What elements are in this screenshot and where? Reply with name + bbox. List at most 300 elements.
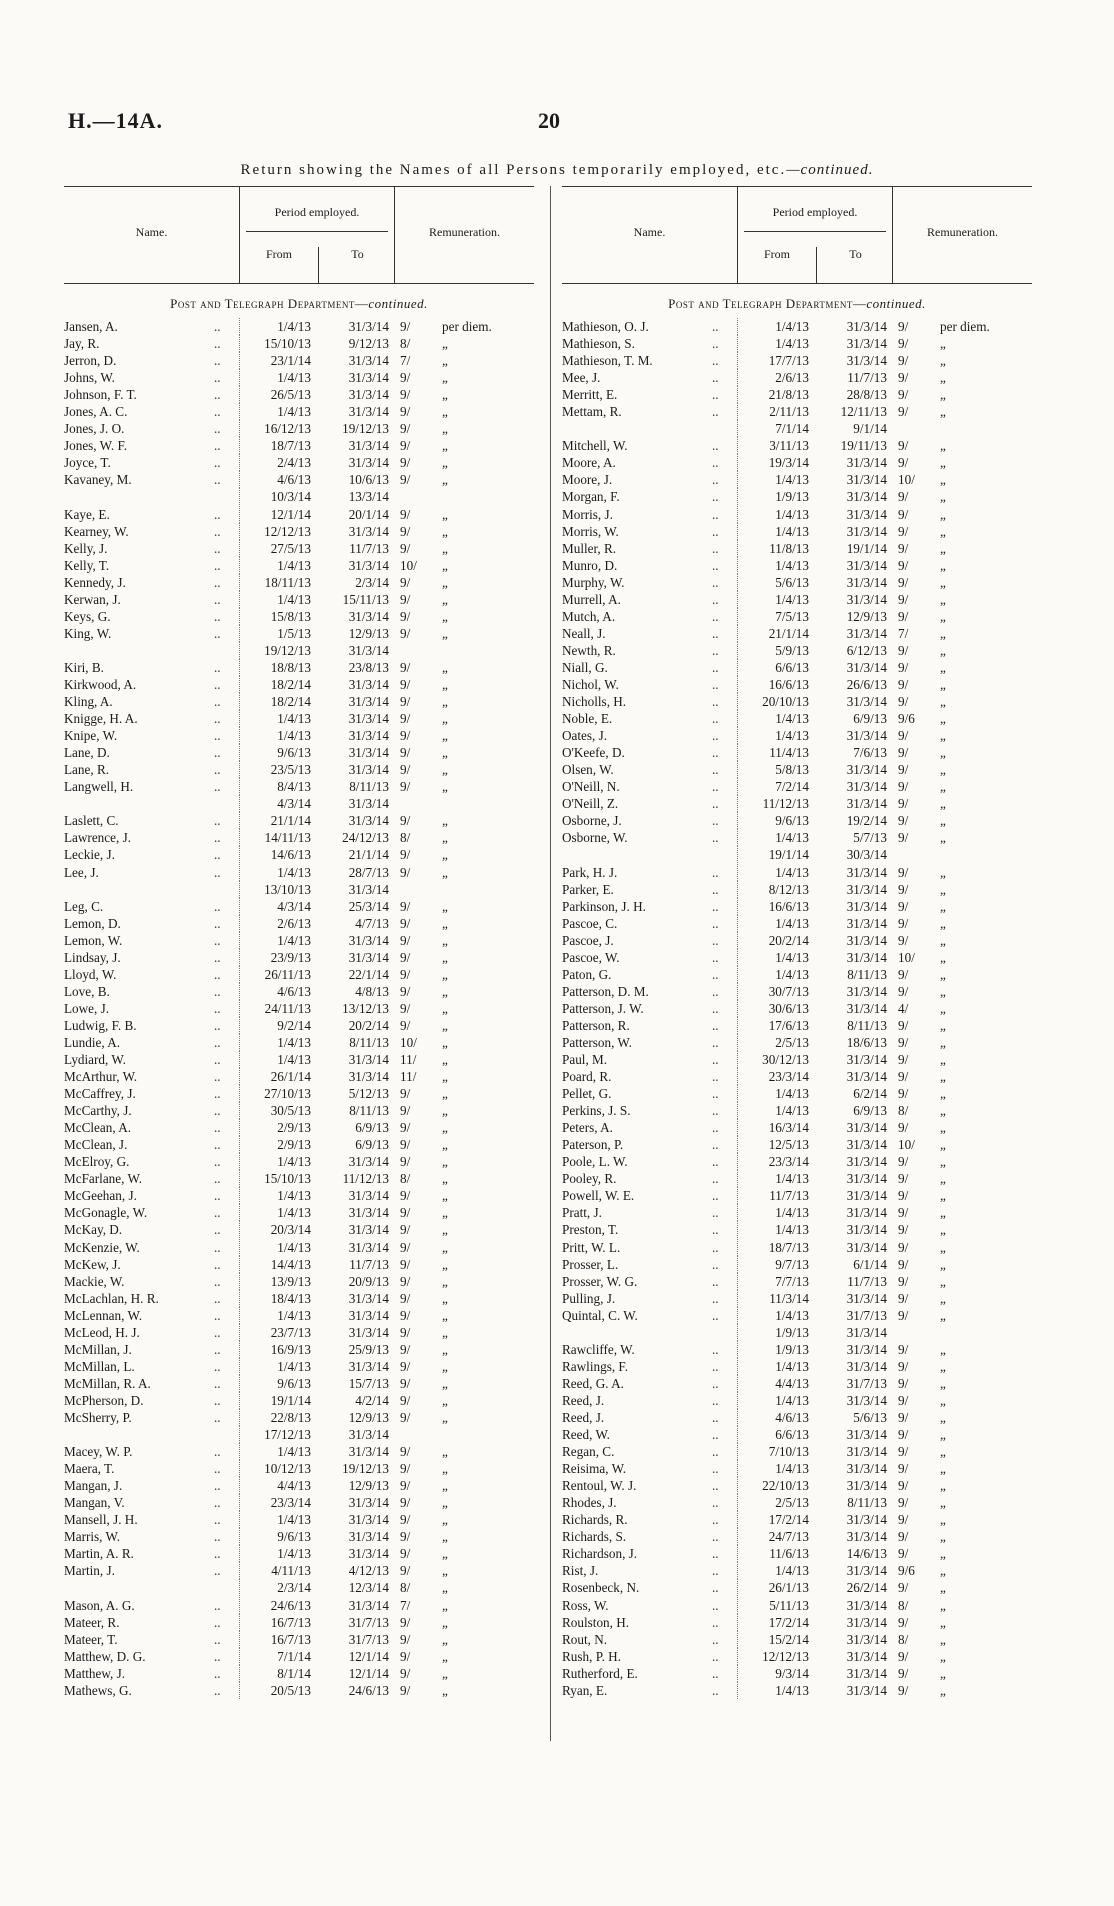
table-row bbox=[562, 1017, 1032, 1034]
cell-rate: 9/ bbox=[400, 1307, 411, 1323]
table-row bbox=[64, 369, 534, 386]
cell-name: Pascoe, J. bbox=[562, 932, 614, 948]
cell-to: 31/3/14 bbox=[846, 1069, 887, 1085]
cell-to: 28/8/13 bbox=[846, 387, 887, 403]
table-row bbox=[64, 403, 534, 420]
cell-rate: 9/ bbox=[400, 779, 411, 795]
cell-name: Moore, A. bbox=[562, 455, 616, 471]
table-row bbox=[562, 1153, 1032, 1170]
cell-rate: 9/ bbox=[898, 676, 909, 692]
table-row bbox=[64, 1000, 534, 1017]
cell-from: 18/2/14 bbox=[239, 676, 315, 693]
header-period-label: Period employed. bbox=[274, 205, 360, 219]
cell-name: Mathews, G. bbox=[64, 1682, 132, 1698]
cell-from: 30/6/13 bbox=[737, 1000, 813, 1017]
cell-from: 1/4/13 bbox=[239, 1153, 315, 1170]
cell-rate: 10/ bbox=[400, 1034, 417, 1050]
table-header bbox=[64, 186, 534, 284]
cell-to: 18/6/13 bbox=[846, 1034, 887, 1050]
cell-name: Rout, N. bbox=[562, 1631, 608, 1647]
cell-from: 1/4/13 bbox=[239, 1545, 315, 1562]
cell-to: 2/3/14 bbox=[355, 574, 389, 590]
cell-from: 7/5/13 bbox=[737, 608, 813, 625]
leader-dots: .. bbox=[712, 915, 719, 931]
leader-dots: .. bbox=[214, 1307, 221, 1323]
table-row bbox=[562, 829, 1032, 846]
cell-from: 11/6/13 bbox=[737, 1545, 813, 1562]
cell-name: O'Keefe, D. bbox=[562, 745, 625, 761]
cell-name: Johnson, F. T. bbox=[64, 387, 137, 403]
cell-rate: 9/6 bbox=[898, 1563, 915, 1579]
cell-from: 6/6/13 bbox=[737, 1426, 813, 1443]
cell-to: 31/3/14 bbox=[846, 1461, 887, 1477]
cell-from: 12/5/13 bbox=[737, 1136, 813, 1153]
table-row bbox=[64, 915, 534, 932]
cell-unit: „ bbox=[940, 1086, 946, 1102]
cell-from: 5/6/13 bbox=[737, 574, 813, 591]
cell-unit: „ bbox=[940, 745, 946, 761]
cell-name: Pascoe, W. bbox=[562, 949, 620, 965]
cell-name: McSherry, P. bbox=[64, 1410, 132, 1425]
cell-from: 2/6/13 bbox=[737, 369, 813, 386]
cell-unit: „ bbox=[442, 387, 448, 403]
table-row bbox=[64, 1631, 534, 1648]
cell-rate: 9/ bbox=[400, 864, 411, 880]
cell-to: 31/3/14 bbox=[846, 1154, 887, 1170]
cell-from: 23/1/14 bbox=[239, 352, 315, 369]
table-row bbox=[562, 864, 1032, 881]
cell-unit: „ bbox=[940, 1137, 946, 1153]
leader-dots: .. bbox=[214, 915, 221, 931]
table-row bbox=[64, 1494, 534, 1511]
cell-rate: 9/ bbox=[400, 932, 411, 948]
cell-to: 31/3/14 bbox=[348, 949, 389, 965]
cell-rate: 10/ bbox=[898, 1137, 915, 1153]
cell-to: 31/3/14 bbox=[348, 1307, 389, 1323]
leader-dots: .. bbox=[712, 898, 719, 914]
table-row bbox=[64, 1221, 534, 1238]
cell-to: 8/11/13 bbox=[349, 779, 389, 795]
cell-unit: „ bbox=[940, 830, 946, 846]
cell-unit: „ bbox=[442, 898, 448, 914]
cell-from: 4/6/13 bbox=[239, 471, 315, 488]
cell-to: 19/1/14 bbox=[846, 540, 887, 556]
cell-rate: 9/ bbox=[898, 1512, 909, 1528]
cell-to: 31/3/14 bbox=[348, 438, 389, 454]
cell-rate: 9/ bbox=[400, 540, 411, 556]
cell-name: Parker, E. bbox=[562, 881, 614, 897]
header-to: To bbox=[816, 247, 894, 283]
cell-unit: „ bbox=[442, 779, 448, 795]
cell-to: 26/6/13 bbox=[846, 676, 887, 692]
cell-unit: „ bbox=[940, 1273, 946, 1289]
cell-name: Kiri, B. bbox=[64, 659, 104, 675]
cell-unit: „ bbox=[940, 915, 946, 931]
table-row bbox=[64, 1324, 534, 1341]
table-row bbox=[64, 1545, 534, 1562]
table-row bbox=[64, 659, 534, 676]
table-row bbox=[562, 727, 1032, 744]
cell-unit: „ bbox=[442, 1069, 448, 1085]
table-row bbox=[562, 744, 1032, 761]
cell-rate: 9/ bbox=[400, 915, 411, 931]
cell-to: 31/3/14 bbox=[846, 1392, 887, 1408]
cell-name: Keys, G. bbox=[64, 608, 111, 624]
leader-dots: .. bbox=[712, 1563, 719, 1579]
cell-name: Joyce, T. bbox=[64, 455, 111, 471]
cell-to: 31/3/14 bbox=[846, 864, 887, 880]
cell-from: 21/1/14 bbox=[239, 812, 315, 829]
cell-from: 1/9/13 bbox=[737, 1341, 813, 1358]
cell-unit: „ bbox=[442, 1256, 448, 1272]
cell-unit: „ bbox=[940, 608, 946, 624]
cell-to: 31/3/14 bbox=[348, 1188, 389, 1204]
leader-dots: .. bbox=[214, 1154, 221, 1170]
cell-name: Peters, A. bbox=[562, 1120, 613, 1136]
cell-name: Murrell, A. bbox=[562, 591, 621, 607]
table-row bbox=[562, 471, 1032, 488]
cell-to: 11/7/13 bbox=[349, 540, 389, 556]
leader-dots: .. bbox=[214, 319, 221, 334]
cell-from: 27/10/13 bbox=[239, 1085, 315, 1102]
cell-rate: 9/ bbox=[898, 1307, 909, 1323]
table-row bbox=[562, 488, 1032, 505]
cell-rate: 9/6 bbox=[898, 711, 915, 727]
table-row bbox=[64, 966, 534, 983]
cell-to: 5/7/13 bbox=[853, 830, 887, 846]
cell-unit: „ bbox=[940, 557, 946, 573]
leader-dots: .. bbox=[214, 1239, 221, 1255]
header-name: Name. bbox=[633, 225, 666, 239]
cell-to: 30/3/14 bbox=[846, 847, 887, 863]
cell-from: 1/4/13 bbox=[737, 1460, 813, 1477]
cell-rate: 8/ bbox=[898, 1103, 909, 1119]
cell-from: 16/7/13 bbox=[239, 1631, 315, 1648]
cell-to: 31/3/14 bbox=[846, 574, 887, 590]
cell-to: 31/3/14 bbox=[348, 728, 389, 744]
cell-rate: 9/ bbox=[400, 1495, 411, 1511]
leader-dots: .. bbox=[712, 745, 719, 761]
cell-name: Mee, J. bbox=[562, 370, 601, 386]
cell-name: Osborne, J. bbox=[562, 813, 622, 829]
cell-to: 31/3/14 bbox=[846, 983, 887, 999]
table-row bbox=[64, 591, 534, 608]
cell-from: 2/9/13 bbox=[239, 1136, 315, 1153]
cell-to: 31/3/14 bbox=[348, 1546, 389, 1562]
leader-dots: .. bbox=[712, 1512, 719, 1528]
cell-name: Munro, D. bbox=[562, 557, 618, 573]
cell-name: Pooley, R. bbox=[562, 1171, 617, 1187]
table-row bbox=[562, 557, 1032, 574]
cell-to: 31/3/14 bbox=[348, 1512, 389, 1528]
cell-name: Perkins, J. S. bbox=[562, 1103, 631, 1119]
cell-unit: per diem. bbox=[940, 319, 990, 334]
cell-to: 31/3/14 bbox=[846, 915, 887, 931]
cell-to: 31/3/14 bbox=[348, 404, 389, 420]
cell-rate: 9/ bbox=[400, 574, 411, 590]
cell-rate: 9/ bbox=[400, 387, 411, 403]
cell-from: 19/1/14 bbox=[239, 1392, 315, 1409]
cell-unit: „ bbox=[940, 1444, 946, 1460]
cell-from: 1/4/13 bbox=[239, 369, 315, 386]
header-to: To bbox=[318, 247, 396, 283]
cell-from: 6/6/13 bbox=[737, 659, 813, 676]
leader-dots: .. bbox=[712, 1614, 719, 1630]
cell-name: Pulling, J. bbox=[562, 1290, 616, 1306]
cell-rate: 9/ bbox=[898, 540, 909, 556]
cell-from: 1/9/13 bbox=[737, 488, 813, 505]
cell-name: McPherson, D. bbox=[64, 1392, 144, 1408]
leader-dots: .. bbox=[712, 949, 719, 965]
cell-unit: „ bbox=[442, 1154, 448, 1170]
cell-name: Preston, T. bbox=[562, 1222, 619, 1238]
table-row bbox=[562, 1273, 1032, 1290]
table-row bbox=[64, 1119, 534, 1136]
leader-dots: .. bbox=[214, 813, 221, 829]
column-divider bbox=[550, 186, 551, 1741]
cell-from: 1/4/13 bbox=[239, 591, 315, 608]
cell-unit: „ bbox=[940, 1410, 946, 1425]
cell-from: 1/4/13 bbox=[239, 403, 315, 420]
cell-name: Regan, C. bbox=[562, 1444, 615, 1460]
table-row bbox=[562, 1102, 1032, 1119]
leader-dots: .. bbox=[712, 489, 719, 505]
cell-rate: 9/ bbox=[400, 1273, 411, 1289]
cell-to: 31/3/14 bbox=[846, 1222, 887, 1238]
cell-from: 10/12/13 bbox=[239, 1460, 315, 1477]
cell-unit: „ bbox=[442, 1580, 448, 1596]
cell-name: Marris, W. bbox=[64, 1529, 121, 1545]
leader-dots: .. bbox=[712, 336, 719, 352]
cell-rate: 9/ bbox=[400, 728, 411, 744]
table-row bbox=[562, 1631, 1032, 1648]
cell-from: 23/3/14 bbox=[239, 1494, 315, 1511]
cell-name: Rutherford, E. bbox=[562, 1665, 638, 1681]
cell-unit: „ bbox=[940, 1392, 946, 1408]
leader-dots: .. bbox=[712, 762, 719, 778]
cell-rate: 9/ bbox=[400, 1648, 411, 1664]
cell-from: 2/3/14 bbox=[239, 1579, 315, 1596]
cell-name: Knigge, H. A. bbox=[64, 711, 138, 727]
cell-to: 31/3/14 bbox=[348, 1529, 389, 1545]
cell-to: 31/3/14 bbox=[348, 523, 389, 539]
cell-name: Kennedy, J. bbox=[64, 574, 126, 590]
table-row bbox=[562, 1119, 1032, 1136]
cell-to: 6/12/13 bbox=[846, 642, 887, 658]
table-row bbox=[64, 1017, 534, 1034]
leader-dots: .. bbox=[214, 1069, 221, 1085]
cell-rate: 9/ bbox=[898, 1648, 909, 1664]
table-row bbox=[64, 318, 534, 335]
cell-name: Mangan, J. bbox=[64, 1478, 123, 1494]
table-row bbox=[64, 625, 534, 642]
cell-to: 11/7/13 bbox=[847, 1273, 887, 1289]
cell-name: Mitchell, W. bbox=[562, 438, 628, 454]
table-row bbox=[562, 1545, 1032, 1562]
cell-rate: 9/ bbox=[898, 1614, 909, 1630]
cell-rate: 9/ bbox=[898, 1410, 909, 1425]
leader-dots: .. bbox=[214, 1341, 221, 1357]
cell-from: 1/4/13 bbox=[737, 949, 813, 966]
cell-rate: 9/ bbox=[400, 966, 411, 982]
cell-name: Ryan, E. bbox=[562, 1682, 608, 1698]
table-row bbox=[562, 1085, 1032, 1102]
cell-name: Leg, C. bbox=[64, 898, 104, 914]
table-row bbox=[64, 1273, 534, 1290]
cell-from: 1/4/13 bbox=[737, 1221, 813, 1238]
cell-unit: „ bbox=[940, 1614, 946, 1630]
cell-to: 31/3/14 bbox=[846, 898, 887, 914]
table-row bbox=[562, 1477, 1032, 1494]
cell-name: Jones, W. F. bbox=[64, 438, 128, 454]
cell-from: 1/4/13 bbox=[239, 1187, 315, 1204]
cell-to: 19/11/13 bbox=[840, 438, 887, 454]
cell-unit: „ bbox=[442, 1171, 448, 1187]
cell-rate: 8/ bbox=[400, 1171, 411, 1187]
cell-from: 27/5/13 bbox=[239, 540, 315, 557]
cell-rate: 9/ bbox=[400, 1188, 411, 1204]
cell-from: 1/4/13 bbox=[737, 557, 813, 574]
cell-name: McLachlan, H. R. bbox=[64, 1290, 159, 1306]
cell-name: Mathieson, S. bbox=[562, 336, 635, 352]
cell-name: O'Neill, N. bbox=[562, 779, 620, 795]
cell-rate: 11/ bbox=[400, 1069, 417, 1085]
cell-name: Niall, G. bbox=[562, 659, 608, 675]
cell-to: 31/3/14 bbox=[846, 1239, 887, 1255]
cell-unit: „ bbox=[442, 1205, 448, 1221]
cell-to: 31/3/14 bbox=[846, 319, 887, 334]
leader-dots: .. bbox=[712, 659, 719, 675]
cell-to: 31/3/14 bbox=[348, 1290, 389, 1306]
leader-dots: .. bbox=[214, 830, 221, 846]
cell-unit: „ bbox=[442, 1290, 448, 1306]
cell-rate: 9/ bbox=[898, 574, 909, 590]
cell-unit: „ bbox=[442, 1665, 448, 1681]
leader-dots: .. bbox=[712, 1358, 719, 1374]
cell-from: 1/4/13 bbox=[737, 710, 813, 727]
cell-from: 22/8/13 bbox=[239, 1409, 315, 1426]
cell-from: 1/4/13 bbox=[737, 1392, 813, 1409]
leader-dots: .. bbox=[712, 813, 719, 829]
header-period bbox=[239, 187, 395, 283]
table-row bbox=[64, 386, 534, 403]
table-row bbox=[562, 1068, 1032, 1085]
cell-from: 7/7/13 bbox=[737, 1273, 813, 1290]
cell-rate: 9/ bbox=[400, 949, 411, 965]
cell-from: 19/12/13 bbox=[239, 642, 315, 659]
cell-from: 1/4/13 bbox=[239, 318, 315, 335]
cell-to: 15/7/13 bbox=[348, 1375, 389, 1391]
leader-dots: .. bbox=[712, 1427, 719, 1443]
table-row bbox=[64, 932, 534, 949]
cell-to: 8/11/13 bbox=[847, 1495, 887, 1511]
section-continued: continued. bbox=[368, 296, 428, 311]
cell-rate: 9/ bbox=[400, 1631, 411, 1647]
cell-name: Morris, J. bbox=[562, 506, 613, 522]
cell-from: 11/12/13 bbox=[737, 795, 813, 812]
cell-unit: „ bbox=[442, 1188, 448, 1204]
table-row bbox=[64, 642, 534, 659]
cell-unit: „ bbox=[442, 728, 448, 744]
cell-unit: „ bbox=[442, 1546, 448, 1562]
cell-rate: 9/ bbox=[400, 1086, 411, 1102]
cell-rate: 8/ bbox=[400, 336, 411, 352]
cell-rate: 9/ bbox=[898, 523, 909, 539]
table-row bbox=[562, 949, 1032, 966]
cell-to: 9/12/13 bbox=[348, 336, 389, 352]
cell-unit: „ bbox=[940, 1103, 946, 1119]
cell-rate: 9/ bbox=[898, 659, 909, 675]
cell-name: Lowe, J. bbox=[64, 1000, 110, 1016]
cell-to: 31/3/14 bbox=[348, 1205, 389, 1221]
cell-unit: „ bbox=[442, 421, 448, 437]
cell-rate: 9/ bbox=[400, 745, 411, 761]
cell-to: 31/3/14 bbox=[348, 642, 389, 658]
cell-to: 31/3/14 bbox=[846, 762, 887, 778]
leader-dots: .. bbox=[712, 1205, 719, 1221]
cell-from: 16/7/13 bbox=[239, 1614, 315, 1631]
leader-dots: .. bbox=[214, 1631, 221, 1647]
cell-name: Morris, W. bbox=[562, 523, 619, 539]
cell-rate: 9/ bbox=[898, 608, 909, 624]
cell-from: 30/12/13 bbox=[737, 1051, 813, 1068]
table-row bbox=[562, 437, 1032, 454]
table-row bbox=[562, 1460, 1032, 1477]
leader-dots: .. bbox=[712, 591, 719, 607]
cell-rate: 9/ bbox=[898, 1273, 909, 1289]
cell-unit: „ bbox=[442, 966, 448, 982]
cell-unit: „ bbox=[940, 455, 946, 471]
leader-dots: .. bbox=[712, 1461, 719, 1477]
leader-dots: .. bbox=[214, 557, 221, 573]
cell-to: 6/9/13 bbox=[355, 1120, 389, 1136]
cell-to: 19/2/14 bbox=[846, 813, 887, 829]
cell-to: 31/3/14 bbox=[846, 1631, 887, 1647]
cell-to: 22/1/14 bbox=[348, 966, 389, 982]
leader-dots: .. bbox=[712, 574, 719, 590]
cell-to: 31/3/14 bbox=[846, 728, 887, 744]
cell-to: 31/3/14 bbox=[846, 694, 887, 710]
cell-from: 1/4/13 bbox=[737, 335, 813, 352]
cell-to: 31/3/14 bbox=[348, 353, 389, 369]
cell-unit: „ bbox=[442, 404, 448, 420]
left-table bbox=[64, 186, 534, 1699]
leader-dots: .. bbox=[712, 1239, 719, 1255]
cell-unit: „ bbox=[940, 1597, 946, 1613]
leader-dots: .. bbox=[712, 1000, 719, 1016]
cell-rate: 9/ bbox=[400, 455, 411, 471]
cell-to: 31/3/14 bbox=[846, 1563, 887, 1579]
cell-to: 31/3/14 bbox=[846, 625, 887, 641]
cell-name: Pellet, G. bbox=[562, 1086, 612, 1102]
leader-dots: .. bbox=[712, 1580, 719, 1596]
leader-dots: .. bbox=[214, 1444, 221, 1460]
cell-to: 6/1/14 bbox=[853, 1256, 887, 1272]
cell-to: 4/7/13 bbox=[355, 915, 389, 931]
cell-rate: 9/ bbox=[898, 455, 909, 471]
cell-unit: „ bbox=[940, 1239, 946, 1255]
cell-to: 31/3/14 bbox=[846, 1052, 887, 1068]
table-row bbox=[562, 1170, 1032, 1187]
cell-name: Prosser, W. G. bbox=[562, 1273, 638, 1289]
cell-to: 5/12/13 bbox=[348, 1086, 389, 1102]
cell-to: 31/7/13 bbox=[846, 1307, 887, 1323]
cell-rate: 9/ bbox=[898, 1375, 909, 1391]
cell-rate: 9/ bbox=[898, 387, 909, 403]
cell-from: 2/4/13 bbox=[239, 454, 315, 471]
cell-from: 1/4/13 bbox=[737, 915, 813, 932]
table-row bbox=[562, 1307, 1032, 1324]
